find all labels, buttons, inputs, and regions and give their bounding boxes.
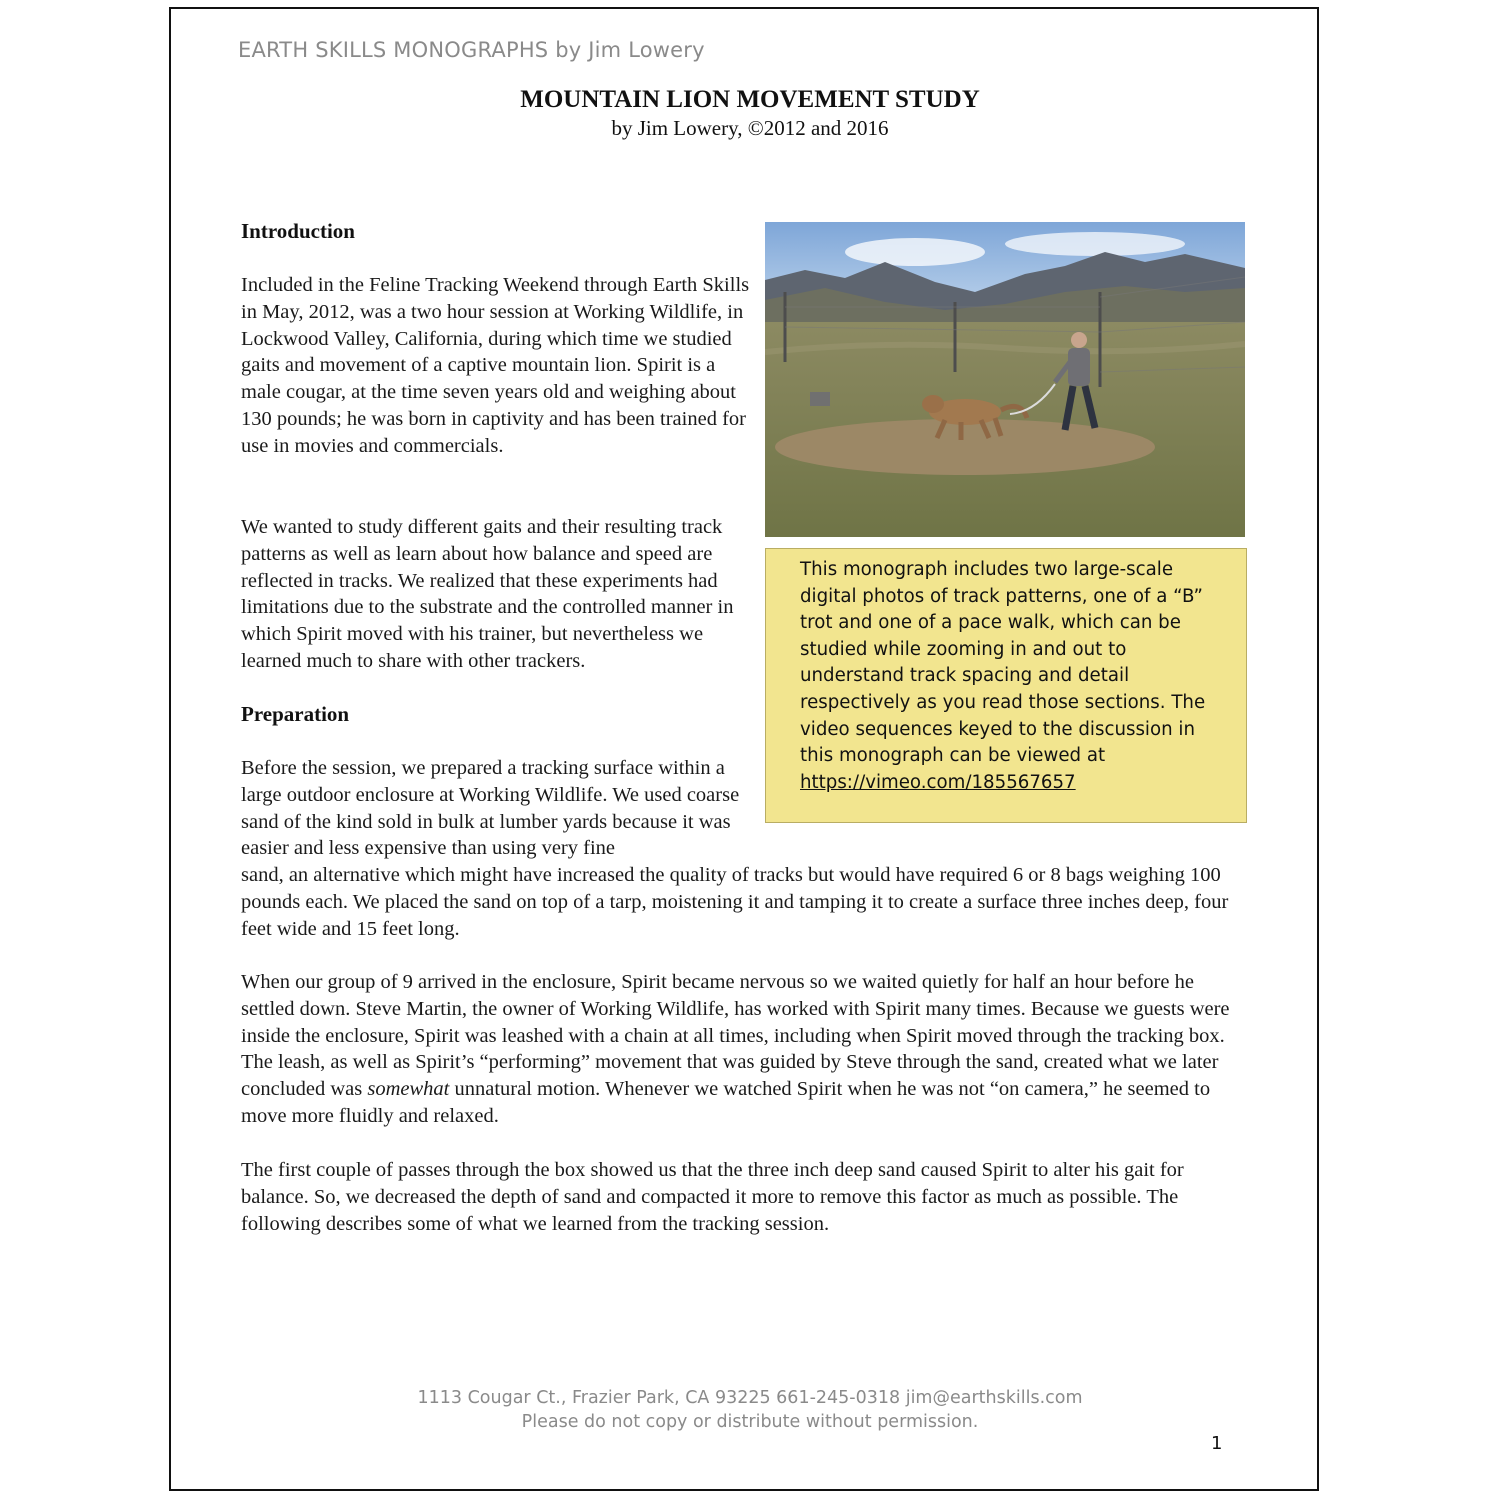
mountain-lion-photo [765, 222, 1245, 537]
introduction-paragraph-2: We wanted to study different gaits and their resulting track patterns as well as learn about how balance and speed are reflected in tracks. We realized that these experiments had limitations due to the substrate and the controlled manner in which Spirit moved with his trainer, but nevertheless we learned much to share with other trackers. [241, 516, 734, 672]
preparation-paragraph-2: When our group of 9 arrived in the enclosure, Spirit became nervous so we waited quietly for half an hour before he settled down. Steve Martin, the owner of Working Wildlife, has worked with Spirit many times. Because we guests were inside the enclosure, Spirit was leashed with a chain at all times, including when Spirit moved through the tracking box. The leash, as well as Spirit’s “performing” movement that was guided by Steve through the sand, created what we later concluded was somewhat unnatural motion. Whenever we watched Spirit when he was not “on camera,” he seemed to move more fluidly and relaxed. [241, 971, 1230, 1127]
footer-address: 1113 Cougar Ct., Frazier Park, CA 93225 661-245-0318 jim@earthskills.com [417, 1388, 1083, 1408]
document-title: MOUNTAIN LION MOVEMENT STUDY [520, 86, 980, 113]
vimeo-link[interactable]: https://vimeo.com/185567657 [800, 771, 1076, 793]
introduction-heading: Introduction [241, 219, 355, 243]
introduction-paragraph-1: Included in the Feline Tracking Weekend through Earth Skills in May, 2012, was a two hour session at Working Wildlife, in Lockwood Valley, California, during which time we studied gaits and movement of a captive mountain lion. Spirit is a male cougar, at the time seven years old and weighing about 130 pounds; he was born in captivity and has been trained for use in movies and commercials. [241, 274, 750, 457]
document-byline: by Jim Lowery, ©2012 and 2016 [611, 116, 889, 140]
note-text: This monograph includes two large-scale digital photos of track patterns, one of a “B” trot and one of a pace walk, which can be studied while zooming in and out to understand track spacing and detail respectively as you read those sections. The video sequences keyed to the discussion in this monograph can be viewed at [800, 559, 1206, 767]
running-head: EARTH SKILLS MONOGRAPHS by Jim Lowery [238, 38, 705, 62]
video-note-box [765, 548, 1247, 823]
preparation-paragraph-3: The first couple of passes through the box showed us that the three inch deep sand caused Spirit to alter his gait for balance. So, we decreased the depth of sand and compacted it more to remove this factor as much as possible. The following describes some of what we learned from the tracking session. [241, 1159, 1184, 1235]
preparation-paragraph-1-wrapped: Before the session, we prepared a tracking surface within a large outdoor enclosure at Working Wildlife. We used coarse sand of the kind sold in bulk at lumber yards because it was easier and less expensive than using very fine [241, 757, 740, 860]
page-number: 1 [1211, 1433, 1223, 1454]
preparation-paragraph-1-continued: sand, an alternative which might have increased the quality of tracks but would have required 6 or 8 bags weighing 100 pounds each. We placed the sand on top of a tarp, moistening it and tamping it to create a surface three inches deep, four feet wide and 15 feet long. [241, 864, 1229, 940]
footer-notice: Please do not copy or distribute without permission. [521, 1412, 979, 1432]
emphasis: somewhat [367, 1078, 450, 1101]
preparation-heading: Preparation [241, 702, 350, 726]
